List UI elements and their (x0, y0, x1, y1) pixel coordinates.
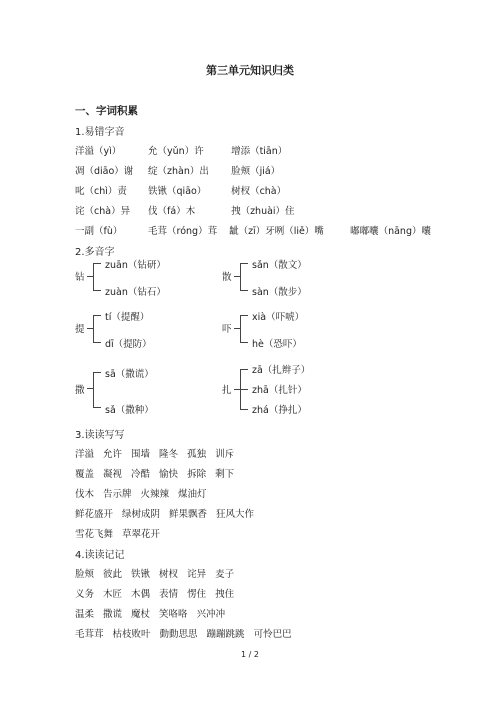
pron-row (75, 163, 280, 177)
word: 愣住 (187, 589, 207, 600)
word: 火辣辣 (140, 489, 170, 500)
reading: sàn（散步） (252, 287, 307, 298)
word: 表情 (159, 589, 179, 600)
word: 草翠花开 (122, 529, 161, 540)
word: 動動思思 (159, 629, 198, 640)
pron-row (75, 223, 431, 237)
reading: hè（恐吓） (252, 339, 302, 350)
word: 可怜巴巴 (253, 629, 292, 640)
word-row (75, 626, 301, 640)
polyphone-group (75, 257, 215, 297)
word: 孤独 (187, 449, 207, 460)
word: 温柔 (75, 609, 95, 620)
word: 树杈 (159, 569, 179, 580)
reading: dī（提防） (105, 339, 152, 350)
polyphone-char: 撒 (75, 385, 85, 396)
pron-row (75, 143, 287, 157)
pron-item: 龇（zī）牙咧（liě）嘴 (229, 226, 324, 237)
pron-item: 拽（zhuài）住 (231, 206, 295, 217)
page-title: 第三单元知识归类 (206, 64, 294, 77)
word: 鲜果飘香 (169, 509, 208, 520)
word: 兴冲冲 (196, 609, 226, 620)
word: 狂风大作 (216, 509, 255, 520)
polyphone-group (75, 309, 215, 349)
word: 围墙 (131, 449, 151, 460)
word: 铁锹 (131, 569, 151, 580)
word: 笑咯咯 (159, 609, 188, 620)
word-row (75, 606, 234, 620)
word: 木偶 (131, 589, 151, 600)
word: 诧异 (187, 569, 207, 580)
word: 拽住 (215, 589, 235, 600)
pron-item: 一副（fù） (75, 226, 123, 237)
polyphone-char: 吓 (222, 324, 232, 335)
pron-item: 毛茸（róng）茸 (148, 226, 218, 237)
word: 鲜花盛开 (75, 509, 114, 520)
pron-item: 树杈（chà） (231, 186, 287, 197)
subheading-polyphonic: 2.多音字 (75, 247, 115, 258)
reading: xià（吓唬） (252, 312, 305, 323)
word: 告示牌 (103, 489, 132, 500)
pron-row (75, 183, 286, 197)
polyphone-char: 散 (222, 272, 232, 283)
reading: zhā（扎针） (252, 385, 307, 396)
pron-item: 嘟嘟囔（nāng）囔 (350, 226, 431, 237)
word-row (75, 526, 169, 540)
pron-item: 脸颊（jiá） (231, 166, 281, 177)
pron-item: 伐（fá）木 (148, 206, 196, 217)
reading: zā（扎辫子） (252, 365, 311, 376)
word-row (75, 586, 243, 600)
pron-item: 诧（chà）异 (75, 206, 131, 217)
word: 毛茸茸 (75, 629, 104, 640)
word: 脸颊 (75, 569, 95, 580)
reading: sǎ（撒种） (105, 405, 154, 416)
page-number: 1 / 2 (241, 650, 259, 659)
reading: zuān（钻研） (105, 260, 166, 271)
pron-item: 增添（tiān） (231, 146, 288, 157)
subheading-read-write: 3.读读写写 (75, 430, 125, 441)
reading: zhá（挣扎） (252, 405, 307, 416)
word-row (75, 466, 243, 480)
word: 彼此 (103, 569, 123, 580)
subheading-read-remember: 4.读读记记 (75, 550, 125, 561)
polyphone-char: 钻 (75, 272, 85, 283)
word: 覆盖 (75, 469, 95, 480)
word: 隆冬 (159, 449, 179, 460)
polyphone-group (222, 362, 372, 418)
polyphone-group (222, 257, 362, 297)
pron-item: 凋（diāo）谢 (75, 166, 134, 177)
pron-row (75, 203, 295, 217)
section-heading: 一、字词积累 (75, 105, 138, 117)
reading: sā（撒谎） (105, 369, 154, 380)
word: 剩下 (215, 469, 235, 480)
pron-item: 绽（zhàn）出 (148, 166, 209, 177)
reading: zuàn（钻石） (105, 287, 166, 298)
reading: sǎn（散文） (252, 260, 307, 271)
pron-item: 允（yǔn）许 (148, 146, 204, 157)
word: 拆除 (187, 469, 207, 480)
word: 魔杖 (131, 609, 151, 620)
pron-item: 叱（chì）责 (75, 186, 127, 197)
word: 凝视 (103, 469, 123, 480)
word: 训斥 (215, 449, 235, 460)
pron-item: 洋溢（yì） (75, 146, 122, 157)
word-row (75, 486, 216, 500)
word: 煤油灯 (178, 489, 207, 500)
subheading-pronunciation: 1.易错字音 (75, 127, 125, 138)
word: 绿树成阴 (122, 509, 161, 520)
polyphone-group (75, 366, 215, 416)
pron-item: 铁锹（qiāo） (148, 186, 207, 197)
word-row (75, 566, 243, 580)
word: 蹦蹦跳跳 (206, 629, 245, 640)
word: 愉快 (159, 469, 179, 480)
word: 木匠 (103, 589, 123, 600)
reading: tí（提醒） (105, 312, 150, 323)
word: 雪花飞舞 (75, 529, 114, 540)
polyphone-char: 提 (75, 324, 85, 335)
word-row (75, 446, 243, 460)
polyphone-group (222, 309, 362, 349)
word-row (75, 506, 263, 520)
word: 冷酷 (131, 469, 151, 480)
word: 撒谎 (103, 609, 123, 620)
word: 枯枝败叶 (112, 629, 151, 640)
word: 伐木 (75, 489, 95, 500)
polyphone-char: 扎 (222, 385, 232, 396)
word: 允许 (103, 449, 123, 460)
word: 麦子 (215, 569, 235, 580)
word: 洋溢 (75, 449, 95, 460)
word: 义务 (75, 589, 95, 600)
